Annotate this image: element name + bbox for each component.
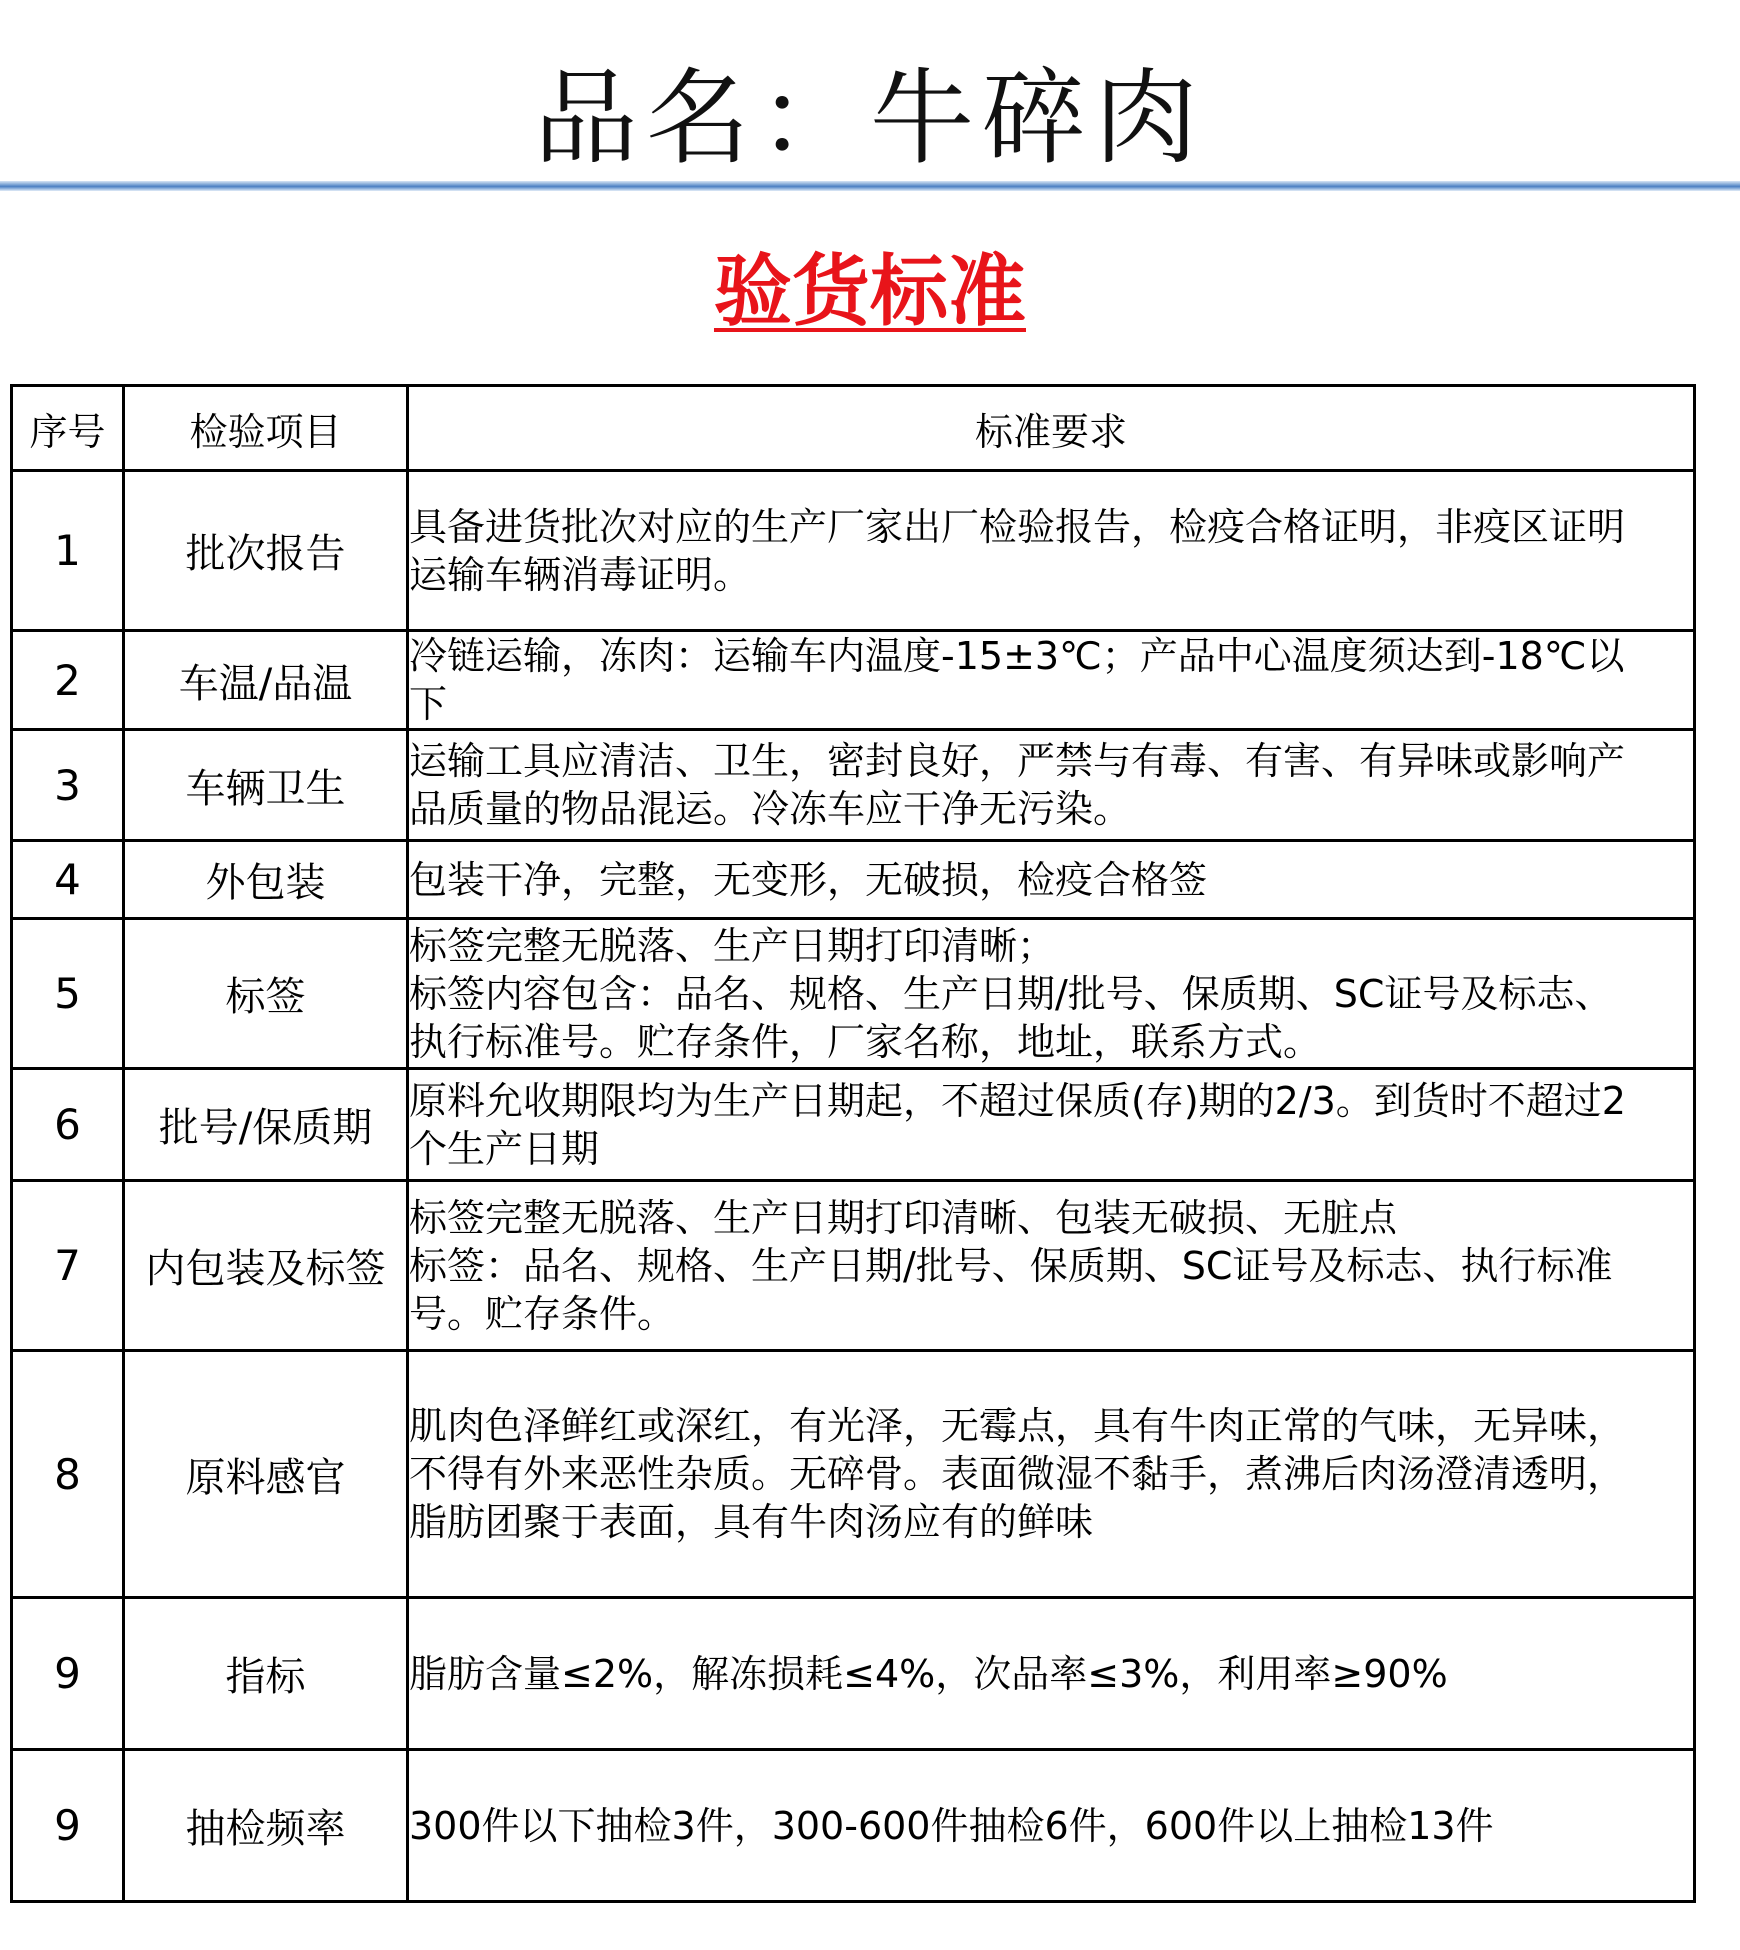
requirement-line: 标签内容包含：品名、规格、生产日期/批号、保质期、SC证号及标志、 — [409, 971, 1613, 1016]
requirement-text — [408, 471, 1695, 631]
row-number: 3 — [12, 730, 124, 841]
requirement-text — [408, 1069, 1695, 1181]
inspection-item: 指标 — [124, 1598, 408, 1750]
requirement-line: 品质量的物品混运。冷冻车应干净无污染。 — [409, 787, 1132, 831]
requirement-line: 个生产日期 — [409, 1126, 600, 1171]
requirement-line: 肌肉色泽鲜红或深红，有光泽，无霉点，具有牛肉正常的气味，无异味， — [409, 1404, 1626, 1448]
inspection-item: 标签 — [124, 919, 408, 1069]
row-number: 4 — [12, 841, 124, 919]
requirement-text — [408, 919, 1695, 1069]
requirement-line: 具备进货批次对应的生产厂家出厂检验报告，检疫合格证明，非疫区证明 — [409, 504, 1626, 549]
inspection-item: 外包装 — [124, 841, 408, 919]
column-header-no: 序号 — [12, 386, 124, 471]
requirement-line: 脂肪含量≤2%，解冻损耗≤4%，次品率≤3%，利用率≥90% — [409, 1651, 1448, 1696]
inspection-standards-table — [10, 384, 1696, 1903]
requirement-text — [408, 1750, 1695, 1902]
requirement-line: 号。贮存条件。 — [409, 1291, 676, 1336]
requirement-line: 脂肪团聚于表面，具有牛肉汤应有的鲜味 — [409, 1500, 1094, 1544]
row-number: 2 — [12, 631, 124, 730]
row-number: 1 — [12, 471, 124, 631]
requirement-line: 标签：品名、规格、生产日期/批号、保质期、SC证号及标志、执行标准 — [409, 1243, 1613, 1288]
requirement-line: 执行标准号。贮存条件，厂家名称，地址，联系方式。 — [409, 1019, 1322, 1064]
table-row — [12, 1181, 1695, 1351]
product-title: 品名：牛碎肉 — [533, 57, 1206, 179]
table-row — [12, 1069, 1695, 1181]
table-row — [12, 1351, 1695, 1598]
requirement-text — [408, 1351, 1695, 1598]
column-header-requirement: 标准要求 — [408, 386, 1695, 471]
requirement-line: 原料允收期限均为生产日期起，不超过保质(存)期的2/3。到货时不超过2 — [409, 1078, 1626, 1123]
requirement-text — [408, 730, 1695, 841]
requirement-line: 冷链运输，冻肉：运输车内温度-15±3℃；产品中心温度须达到-18℃以 — [409, 634, 1625, 678]
table-row — [12, 471, 1695, 631]
table-row — [12, 1750, 1695, 1902]
requirement-line: 包装干净，完整，无变形，无破损，检疫合格签 — [409, 857, 1208, 902]
inspection-item: 批次报告 — [124, 471, 408, 631]
requirement-text — [408, 631, 1695, 730]
table-header-row — [12, 386, 1695, 471]
requirement-line: 标签完整无脱落、生产日期打印清晰； — [409, 923, 1056, 968]
requirement-text — [408, 1598, 1695, 1750]
table-row — [12, 730, 1695, 841]
table-row — [12, 841, 1695, 919]
requirement-line: 运输工具应清洁、卫生，密封良好，严禁与有毒、有害、有异味或影响产 — [409, 739, 1626, 783]
requirement-line: 运输车辆消毒证明。 — [409, 552, 752, 597]
requirement-line: 标签完整无脱落、生产日期打印清晰、包装无破损、无脏点 — [409, 1195, 1398, 1240]
row-number: 8 — [12, 1351, 124, 1598]
requirement-line: 300件以下抽检3件，300-600件抽检6件，600件以上抽检13件 — [409, 1803, 1494, 1848]
row-number: 7 — [12, 1181, 124, 1351]
column-header-item: 检验项目 — [124, 386, 408, 471]
row-number: 9 — [12, 1750, 124, 1902]
row-number: 9 — [12, 1598, 124, 1750]
table-row — [12, 919, 1695, 1069]
inspection-item: 内包装及标签 — [124, 1181, 408, 1351]
inspection-item: 车温/品温 — [124, 631, 408, 730]
section-heading-text: 验货标准 — [713, 246, 1026, 337]
requirement-line: 下 — [409, 682, 448, 726]
inspection-item: 抽检频率 — [124, 1750, 408, 1902]
row-number: 6 — [12, 1069, 124, 1181]
requirement-line: 不得有外来恶性杂质。无碎骨。表面微湿不黏手，煮沸后肉汤澄清透明， — [409, 1452, 1626, 1496]
title-divider — [0, 181, 1740, 191]
table-row — [12, 1598, 1695, 1750]
inspection-item: 原料感官 — [124, 1351, 408, 1598]
section-heading — [0, 244, 1740, 340]
requirement-text — [408, 1181, 1695, 1351]
inspection-item: 车辆卫生 — [124, 730, 408, 841]
row-number: 5 — [12, 919, 124, 1069]
requirement-text — [408, 841, 1695, 919]
inspection-item: 批号/保质期 — [124, 1069, 408, 1181]
table-row — [12, 631, 1695, 730]
